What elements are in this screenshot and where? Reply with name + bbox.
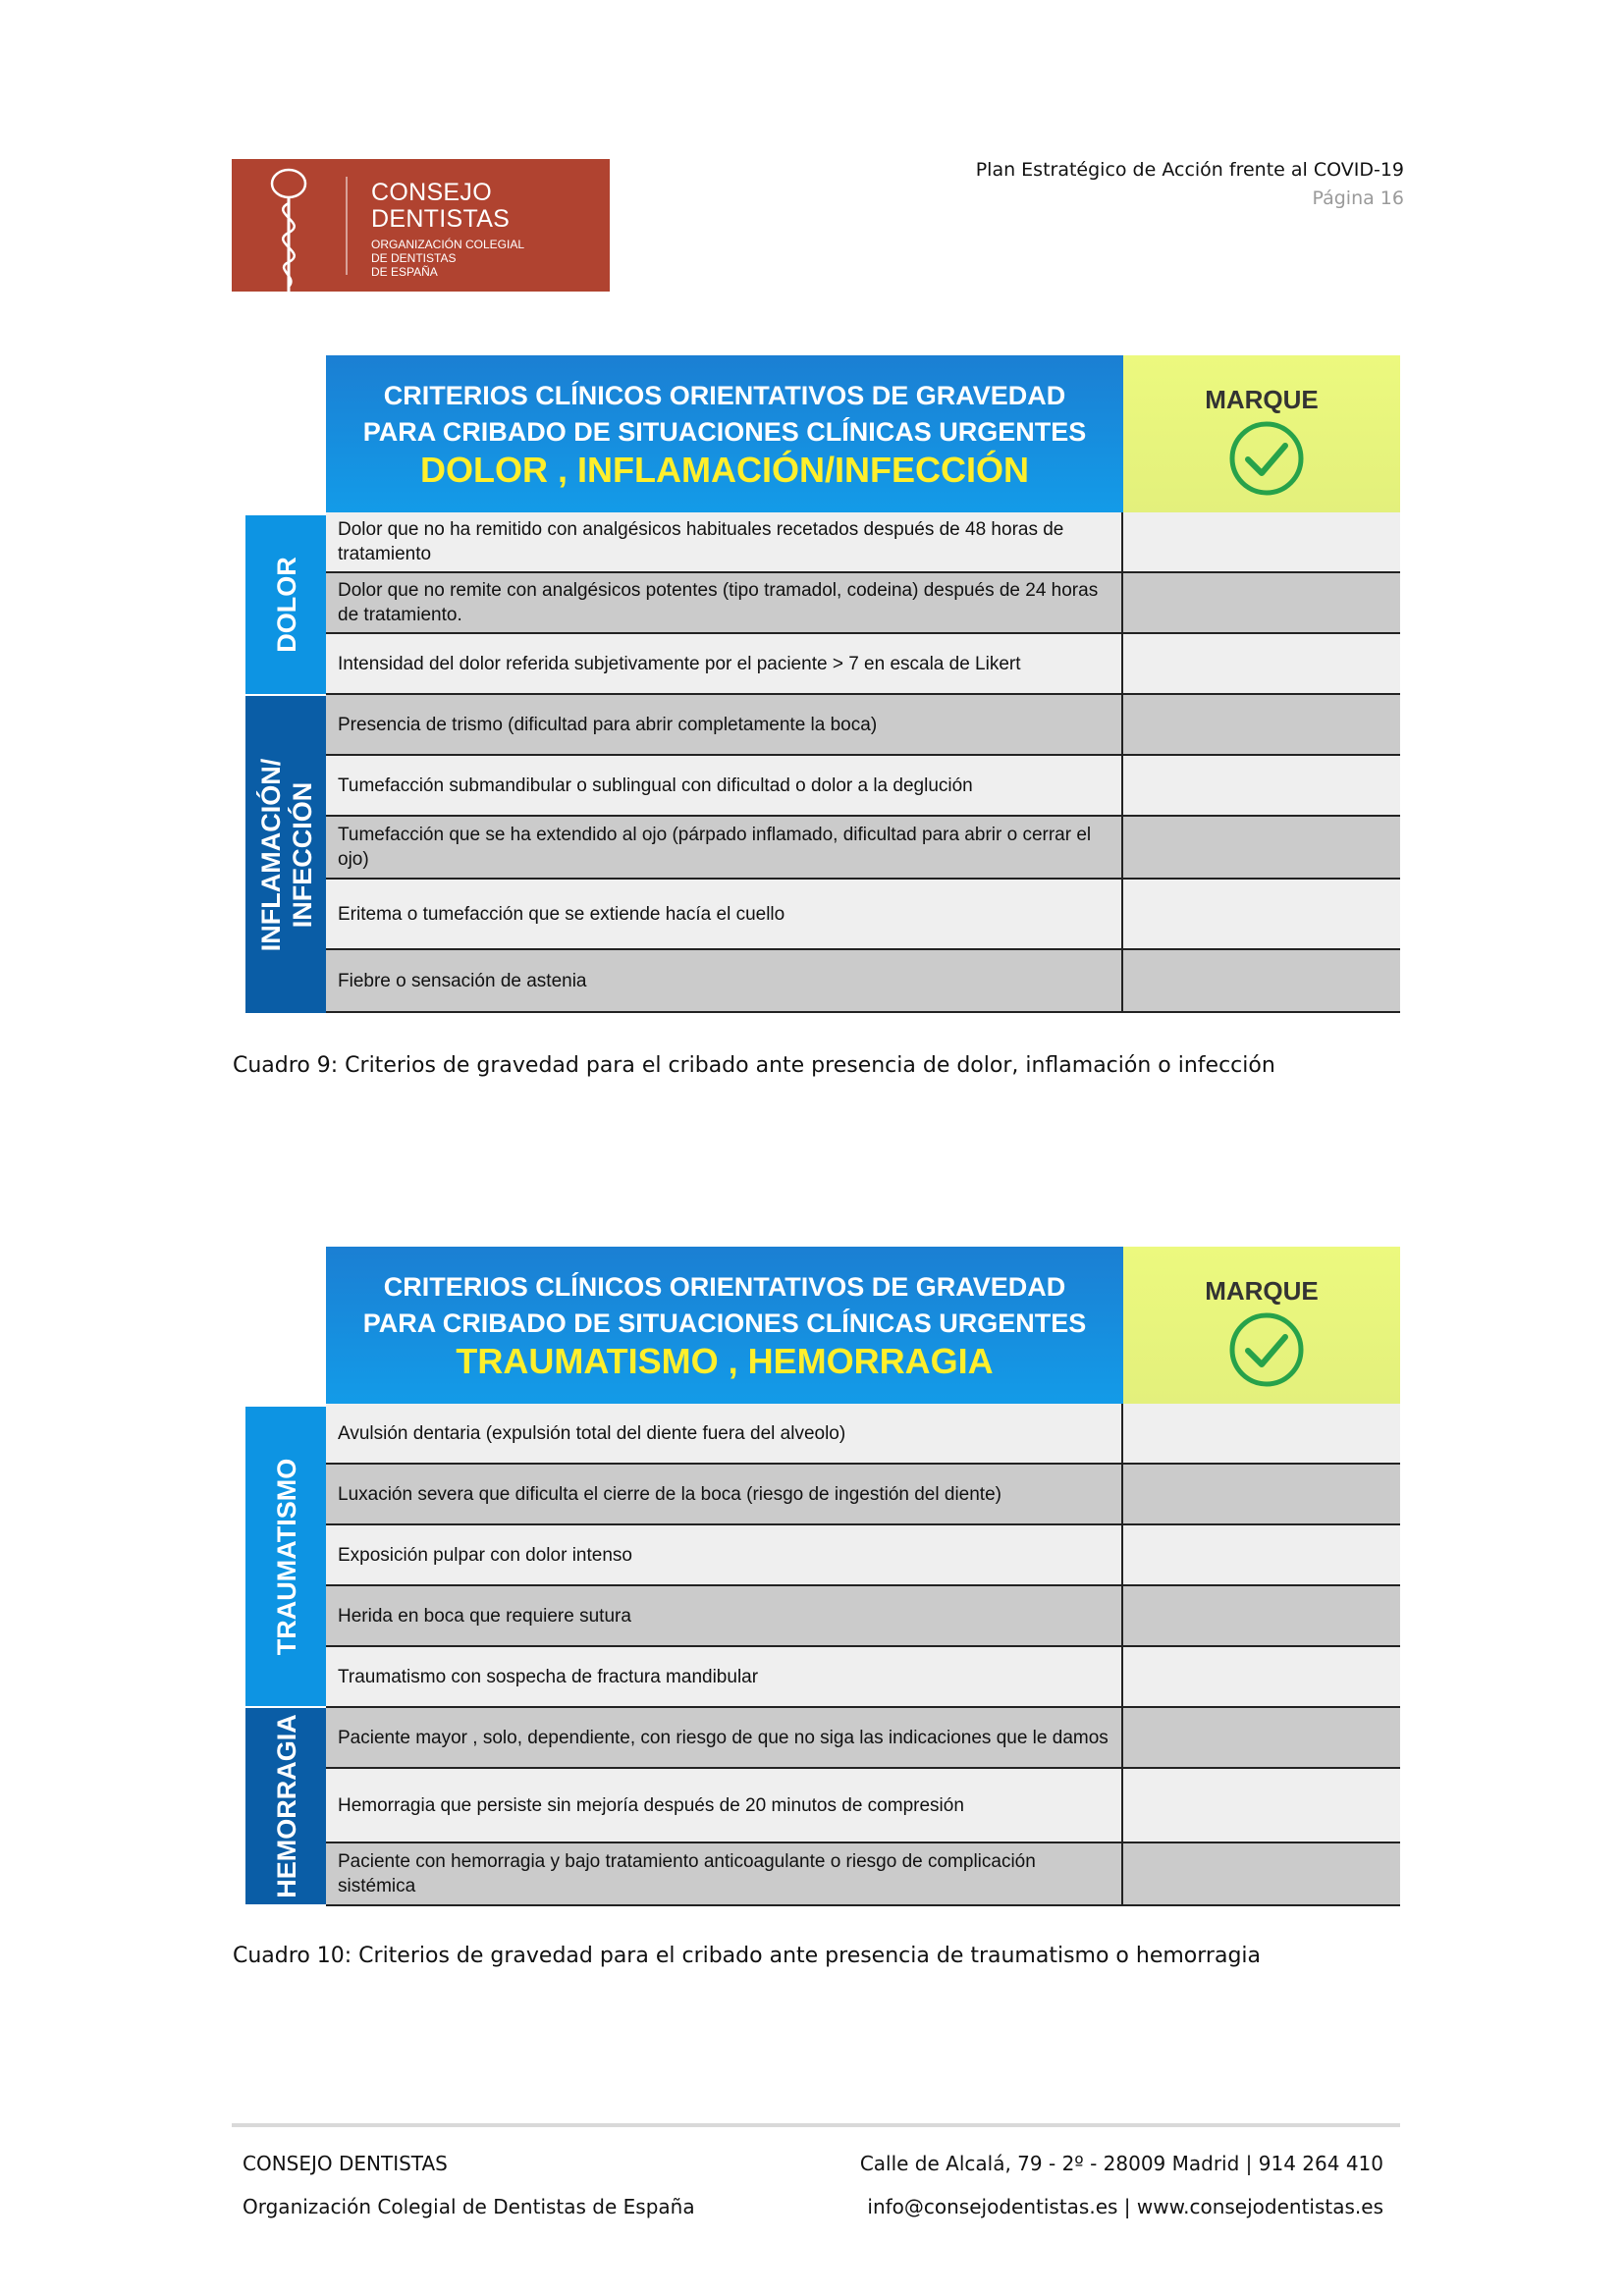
criterion-text: Presencia de trismo (dificultad para abrir completamente la boca) (326, 695, 1123, 754)
table-row (326, 950, 1400, 1013)
logo (232, 159, 610, 292)
table-row (326, 1843, 1400, 1906)
criterion-text: Paciente mayor , solo, dependiente, con riesgo de que no siga las indicaciones que le damos (326, 1708, 1123, 1767)
marque-checkbox-cell[interactable] (1123, 880, 1400, 948)
marque-checkbox-cell[interactable] (1123, 695, 1400, 754)
marque-checkbox-cell[interactable] (1123, 1525, 1400, 1584)
marque-checkbox-cell[interactable] (1123, 1769, 1400, 1842)
page-number: Página 16 (1312, 187, 1404, 209)
criterion-text: Dolor que no ha remitido con analgésicos habituales recetados después de 48 horas de tratamiento (326, 512, 1123, 571)
marque-checkbox-cell[interactable] (1123, 950, 1400, 1011)
table-row (326, 756, 1400, 817)
table-row (326, 1708, 1400, 1769)
check-circle-icon (1228, 1311, 1305, 1388)
criterion-text: Tumefacción submandibular o sublingual con dificultad o dolor a la deglución (326, 756, 1123, 815)
header-line2: PARA CRIBADO DE SITUACIONES CLÍNICAS URGENTES (362, 417, 1087, 447)
marque-checkbox-cell[interactable] (1123, 1708, 1400, 1767)
group-label-dolor: DOLOR (245, 515, 327, 694)
caduceus-icon (259, 159, 318, 292)
criterion-text: Avulsión dentaria (expulsión total del diente fuera del alveolo) (326, 1404, 1123, 1463)
footer-address: Calle de Alcalá, 79 - 2º - 28009 Madrid | 914 264 410 (859, 2152, 1383, 2175)
table-row (326, 634, 1400, 695)
footer-contact: info@consejodentistas.es | www.consejodentistas.es (867, 2195, 1383, 2218)
table-row (326, 817, 1400, 880)
marque-checkbox-cell[interactable] (1123, 1404, 1400, 1463)
logo-name-line2: DENTISTAS (371, 205, 511, 233)
table-row (326, 1465, 1400, 1525)
table-row (326, 573, 1400, 634)
footer-org-name: CONSEJO DENTISTAS (243, 2152, 448, 2175)
logo-sub-line3: DE ESPAÑA (371, 265, 438, 279)
group-label-traumatismo: TRAUMATISMO (245, 1407, 327, 1706)
table-row (326, 880, 1400, 950)
table-row (326, 1647, 1400, 1708)
criterion-text: Exposición pulpar con dolor intenso (326, 1525, 1123, 1584)
footer-divider (232, 2123, 1400, 2127)
table-row (326, 1586, 1400, 1647)
criterion-text: Eritema o tumefacción que se extiende hacía el cuello (326, 880, 1123, 948)
table-header (326, 1247, 1123, 1404)
header-line1: CRITERIOS CLÍNICOS ORIENTATIVOS DE GRAVEDAD (383, 381, 1066, 410)
criterion-text: Fiebre o sensación de astenia (326, 950, 1123, 1011)
criterion-text: Tumefacción que se ha extendido al ojo (párpado inflamado, dificultad para abrir o cerrar el ojo) (326, 817, 1123, 878)
table-header (326, 355, 1123, 512)
marque-label: MARQUE (1205, 1276, 1319, 1306)
criterion-text: Dolor que no remite con analgésicos potentes (tipo tramadol, codeina) después de 24 horas de tratamiento. (326, 573, 1123, 632)
marque-checkbox-cell[interactable] (1123, 1647, 1400, 1706)
criterion-text: Luxación severa que dificulta el cierre de la boca (riesgo de ingestión del diente) (326, 1465, 1123, 1523)
table-row (326, 1525, 1400, 1586)
marque-checkbox-cell[interactable] (1123, 512, 1400, 571)
criterion-text: Intensidad del dolor referida subjetivamente por el paciente > 7 en escala de Likert (326, 634, 1123, 693)
check-circle-icon (1228, 420, 1305, 497)
criteria-table-traumatismo-hemorragia (232, 1247, 1400, 1904)
criterion-text: Traumatismo con sospecha de fractura mandibular (326, 1647, 1123, 1706)
table-caption: Cuadro 9: Criterios de gravedad para el cribado ante presencia de dolor, inflamación o infección (233, 1053, 1275, 1078)
marque-header (1123, 1247, 1400, 1404)
criteria-table-dolor-inflamacion (232, 355, 1400, 1013)
table-caption: Cuadro 10: Criterios de gravedad para el cribado ante presencia de traumatismo o hemorragia (233, 1944, 1261, 1968)
marque-checkbox-cell[interactable] (1123, 1586, 1400, 1645)
marque-checkbox-cell[interactable] (1123, 1465, 1400, 1523)
logo-name-line1: CONSEJO (371, 179, 492, 206)
criterion-text: Herida en boca que requiere sutura (326, 1586, 1123, 1645)
marque-checkbox-cell[interactable] (1123, 634, 1400, 693)
header-line2: PARA CRIBADO DE SITUACIONES CLÍNICAS URGENTES (362, 1308, 1087, 1338)
group-label-hemorragia: HEMORRAGIA (245, 1708, 327, 1904)
table-row (326, 1769, 1400, 1843)
marque-checkbox-cell[interactable] (1123, 756, 1400, 815)
marque-header (1123, 355, 1400, 512)
document-title: Plan Estratégico de Acción frente al COVID-19 (975, 159, 1404, 181)
marque-checkbox-cell[interactable] (1123, 573, 1400, 632)
marque-checkbox-cell[interactable] (1123, 817, 1400, 878)
header-line1: CRITERIOS CLÍNICOS ORIENTATIVOS DE GRAVEDAD (383, 1272, 1066, 1302)
criterion-text: Paciente con hemorragia y bajo tratamiento anticoagulante o riesgo de complicación sistémica (326, 1843, 1123, 1904)
marque-label: MARQUE (1205, 385, 1319, 414)
criterion-text: Hemorragia que persiste sin mejoría después de 20 minutos de compresión (326, 1769, 1123, 1842)
group-label-inflamacion-infeccion: INFLAMACIÓN/ INFECCIÓN (245, 696, 327, 1013)
logo-sub-line1: ORGANIZACIÓN COLEGIAL (371, 238, 525, 251)
header-category-title: TRAUMATISMO , HEMORRAGIA (456, 1341, 994, 1381)
table-row (326, 1404, 1400, 1465)
header-category-title: DOLOR , INFLAMACIÓN/INFECCIÓN (420, 450, 1029, 490)
footer-org-full: Organización Colegial de Dentistas de España (243, 2195, 695, 2218)
marque-checkbox-cell[interactable] (1123, 1843, 1400, 1904)
logo-sub-line2: DE DENTISTAS (371, 251, 457, 265)
table-row (326, 512, 1400, 573)
table-row (326, 695, 1400, 756)
